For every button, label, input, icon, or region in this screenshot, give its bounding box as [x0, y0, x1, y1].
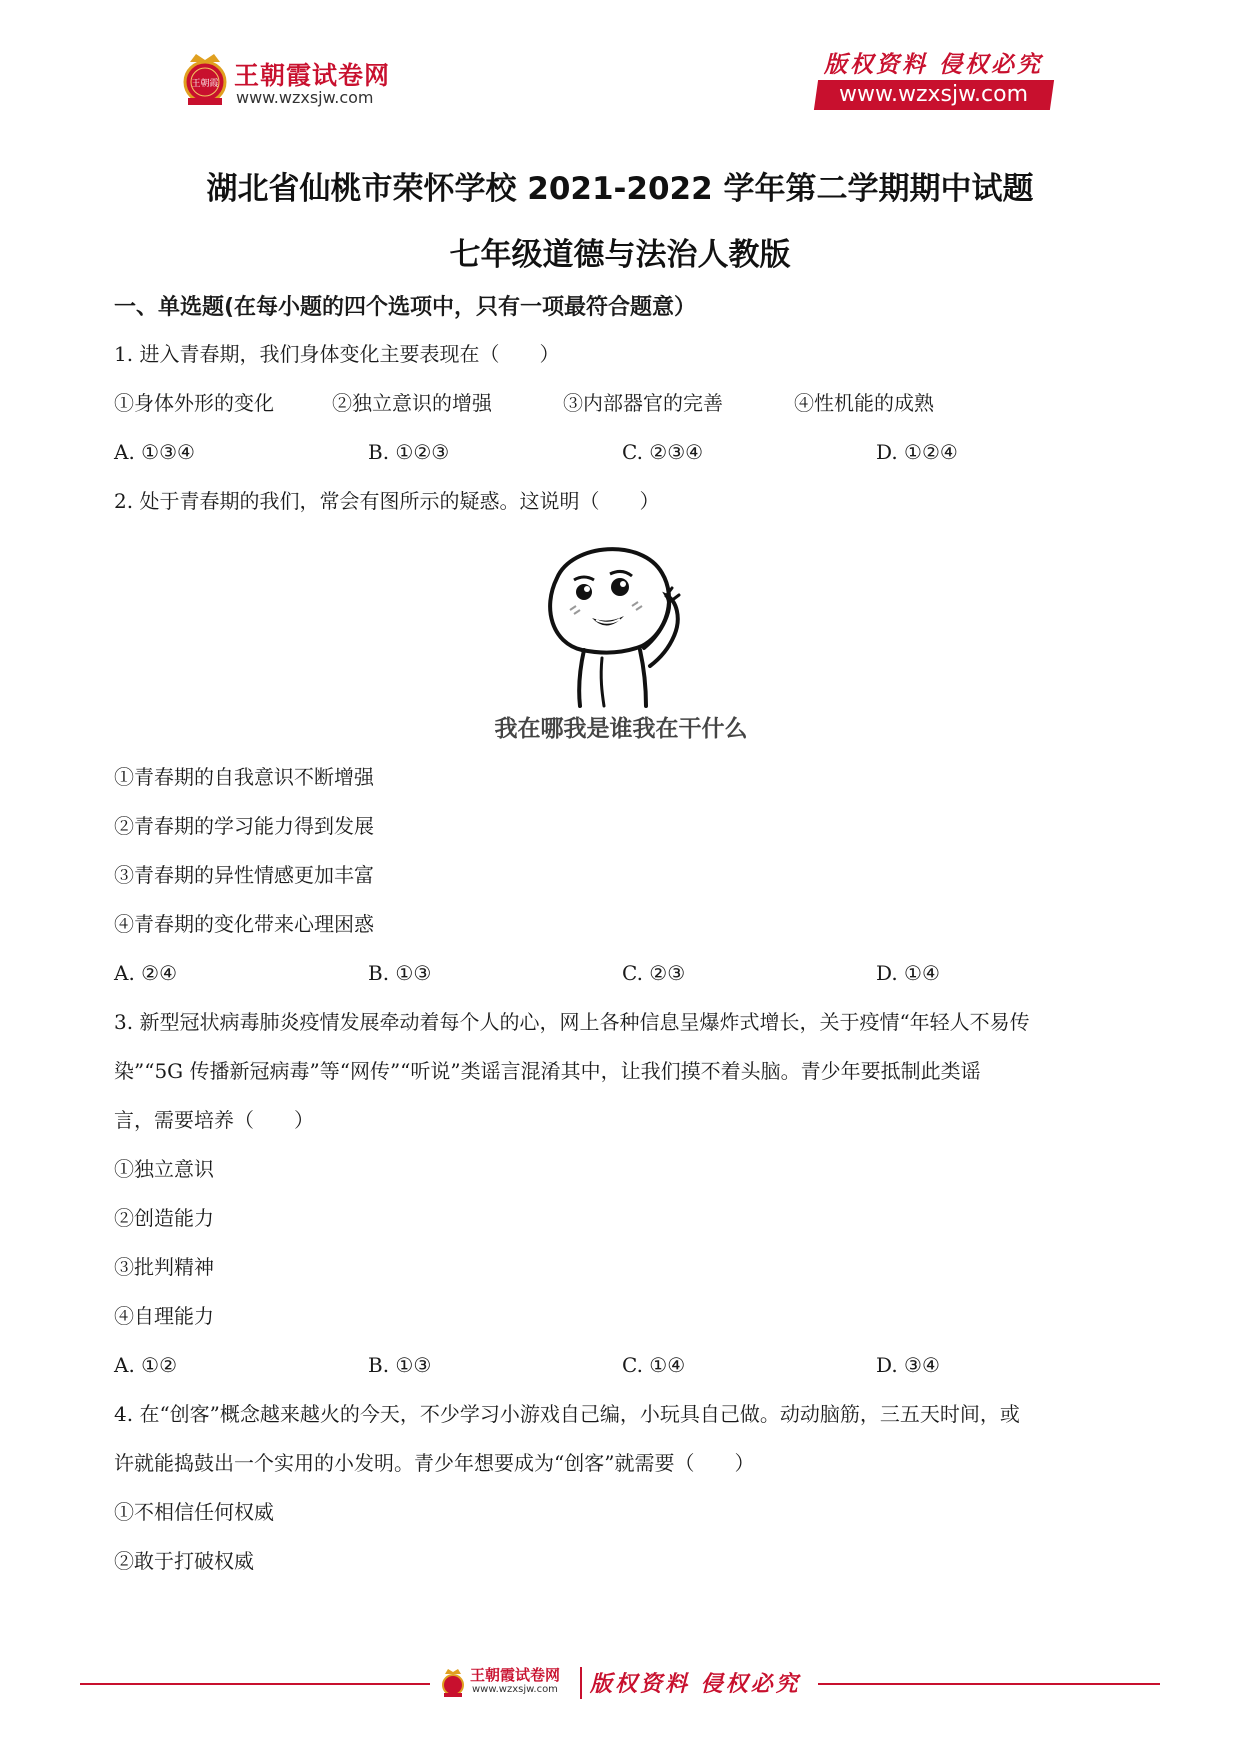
seal-text: 王朝霞	[191, 79, 219, 89]
footer-brand-url[interactable]: www.wzxsjw.com	[472, 1684, 558, 1695]
q1-item: ②独立意识的增强	[332, 391, 492, 415]
footer-rule-right	[818, 1683, 1160, 1685]
q4-stem-line: 4. 在“创客”概念越来越火的今天，不少学习小游戏自己编，小玩具自己做。动动脑筋，三五天时间，或	[114, 1402, 1020, 1426]
q1-option-c[interactable]: C. ②③④	[622, 440, 704, 464]
q2-option-d[interactable]: D. ①④	[876, 961, 940, 985]
page-subtitle: 七年级道德与法治人教版	[449, 237, 791, 273]
q2-item: ①青春期的自我意识不断增强	[114, 765, 374, 789]
confused-meme-figure	[462, 538, 780, 743]
confused-face-icon	[462, 538, 780, 708]
q3-option-a[interactable]: A. ①②	[114, 1353, 178, 1377]
q1-item: ④性机能的成熟	[794, 391, 934, 415]
copyright-url-banner[interactable]	[814, 80, 1054, 110]
q2-option-a[interactable]: A. ②④	[114, 961, 178, 985]
q3-stem-line: 3. 新型冠状病毒肺炎疫情发展牵动着每个人的心，网上各种信息呈爆炸式增长，关于疫情“年轻人不易传	[114, 1010, 1030, 1034]
figure-caption: 我在哪我是谁我在干什么	[494, 716, 748, 742]
page-title: 湖北省仙桃市荣怀学校 2021-2022 学年第二学期期中试题	[206, 171, 1034, 207]
q1-option-b[interactable]: B. ①②③	[368, 440, 450, 464]
q1-item: ③内部器官的完善	[563, 391, 723, 415]
q2-option-c[interactable]: C. ②③	[622, 961, 686, 985]
q1-item: ①身体外形的变化	[114, 391, 274, 415]
brand-url[interactable]: www.wzxsjw.com	[236, 88, 374, 107]
q1-option-d[interactable]: D. ①②④	[876, 440, 958, 464]
brand-name: 王朝霞试卷网	[234, 61, 391, 90]
q4-item: ②敢于打破权威	[114, 1549, 254, 1573]
footer-rule-left	[80, 1683, 430, 1685]
footer-divider	[580, 1667, 582, 1699]
q2-option-b[interactable]: B. ①③	[368, 961, 432, 985]
copyright-text: 版权资料 侵权必究	[824, 51, 1044, 78]
q3-item: ②创造能力	[114, 1206, 214, 1230]
copyright-badge	[816, 46, 1056, 114]
q4-stem-line: 许就能捣鼓出一个实用的小发明。青少年想要成为“创客”就需要（ ）	[114, 1451, 755, 1475]
q3-option-d[interactable]: D. ③④	[876, 1353, 940, 1377]
q3-option-b[interactable]: B. ①③	[368, 1353, 432, 1377]
q2-item: ③青春期的异性情感更加丰富	[114, 863, 374, 887]
q2-stem: 2. 处于青春期的我们，常会有图所示的疑惑。这说明（ ）	[114, 489, 660, 513]
q3-item: ①独立意识	[114, 1157, 214, 1181]
brand-logo	[182, 52, 422, 114]
copyright-url: www.wzxsjw.com	[839, 82, 1029, 107]
section-heading: 一、单选题(在每小题的四个选项中，只有一项最符合题意）	[114, 295, 697, 320]
q3-stem-line: 染”“5G 传播新冠病毒”等“网传”“听说”类谣言混淆其中，让我们摸不着头脑。青少年要抵制此类谣	[114, 1059, 981, 1083]
q1-option-a[interactable]: A. ①③④	[114, 440, 195, 464]
footer-brand-name: 王朝霞试卷网	[470, 1666, 561, 1684]
q2-item: ④青春期的变化带来心理困惑	[114, 912, 374, 936]
footer-copyright-text: 版权资料 侵权必究	[590, 1671, 801, 1697]
q4-item: ①不相信任何权威	[114, 1500, 274, 1524]
q3-item: ④自理能力	[114, 1304, 214, 1328]
q3-option-c[interactable]: C. ①④	[622, 1353, 686, 1377]
footer-seal-icon	[441, 1668, 465, 1698]
brand-seal-icon	[182, 52, 228, 106]
q3-stem-line: 言，需要培养（ ）	[114, 1108, 314, 1132]
q2-item: ②青春期的学习能力得到发展	[114, 814, 374, 838]
q1-stem: 1. 进入青春期，我们身体变化主要表现在（ ）	[114, 342, 560, 366]
q3-item: ③批判精神	[114, 1255, 214, 1279]
